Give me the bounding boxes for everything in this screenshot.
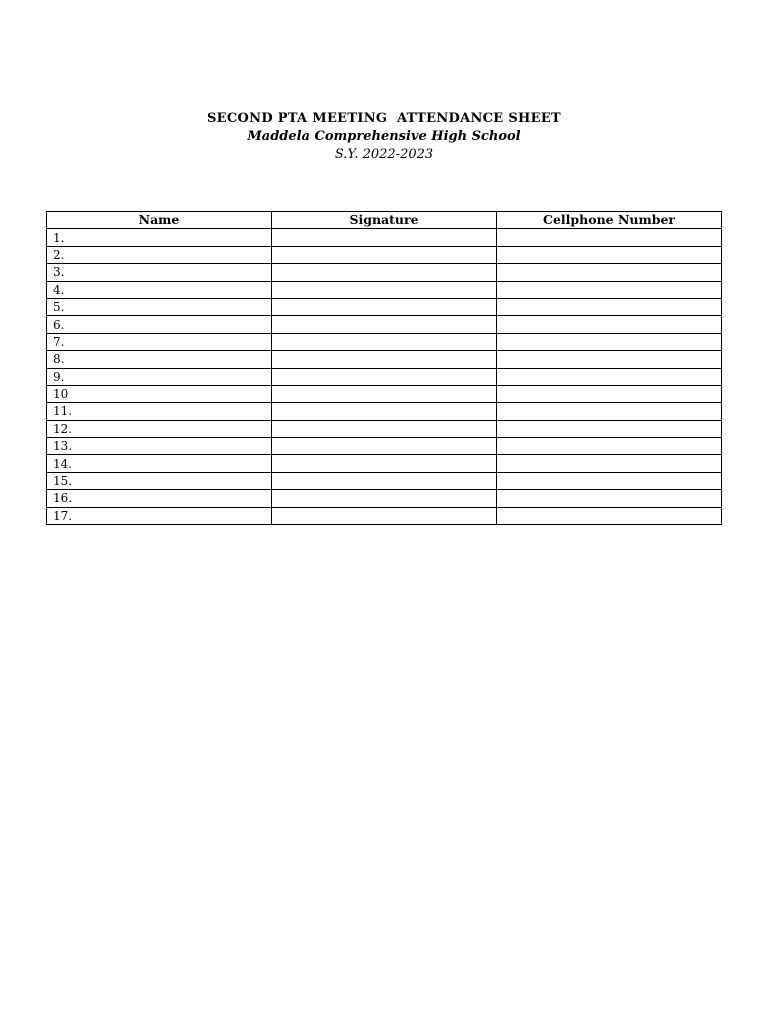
cellphone-cell[interactable] bbox=[497, 333, 722, 350]
name-cell[interactable]: 9. bbox=[47, 368, 272, 385]
cellphone-cell[interactable] bbox=[497, 281, 722, 298]
cellphone-cell[interactable] bbox=[497, 490, 722, 507]
name-cell[interactable]: 16. bbox=[47, 490, 272, 507]
name-cell[interactable]: 14. bbox=[47, 455, 272, 472]
document-header bbox=[0, 110, 768, 163]
table-row bbox=[47, 368, 722, 385]
signature-cell[interactable] bbox=[272, 246, 497, 263]
signature-cell[interactable] bbox=[272, 333, 497, 350]
signature-cell[interactable] bbox=[272, 403, 497, 420]
column-header-cellphone: Cellphone Number bbox=[497, 212, 722, 229]
cellphone-cell[interactable] bbox=[497, 507, 722, 524]
table-row bbox=[47, 472, 722, 489]
signature-cell[interactable] bbox=[272, 438, 497, 455]
cellphone-cell[interactable] bbox=[497, 264, 722, 281]
cellphone-cell[interactable] bbox=[497, 229, 722, 246]
name-cell[interactable]: 13. bbox=[47, 438, 272, 455]
table-row bbox=[47, 403, 722, 420]
table-row bbox=[47, 507, 722, 524]
table-row bbox=[47, 385, 722, 402]
name-cell[interactable]: 15. bbox=[47, 472, 272, 489]
table-row bbox=[47, 490, 722, 507]
table-row bbox=[47, 281, 722, 298]
table-row bbox=[47, 229, 722, 246]
signature-cell[interactable] bbox=[272, 298, 497, 315]
cellphone-cell[interactable] bbox=[497, 316, 722, 333]
name-cell[interactable]: 12. bbox=[47, 420, 272, 437]
table-row bbox=[47, 246, 722, 263]
cellphone-cell[interactable] bbox=[497, 351, 722, 368]
name-cell[interactable]: 7. bbox=[47, 333, 272, 350]
school-year: S.Y. 2022-2023 bbox=[334, 147, 434, 162]
cellphone-cell[interactable] bbox=[497, 298, 722, 315]
name-cell[interactable]: 4. bbox=[47, 281, 272, 298]
table-row bbox=[47, 455, 722, 472]
cellphone-cell[interactable] bbox=[497, 438, 722, 455]
name-cell[interactable]: 8. bbox=[47, 351, 272, 368]
attendance-table bbox=[46, 211, 722, 525]
signature-cell[interactable] bbox=[272, 385, 497, 402]
table-row bbox=[47, 316, 722, 333]
signature-cell[interactable] bbox=[272, 455, 497, 472]
cellphone-cell[interactable] bbox=[497, 472, 722, 489]
name-cell[interactable]: 17. bbox=[47, 507, 272, 524]
signature-cell[interactable] bbox=[272, 472, 497, 489]
signature-cell[interactable] bbox=[272, 351, 497, 368]
signature-cell[interactable] bbox=[272, 368, 497, 385]
name-cell[interactable]: 10 bbox=[47, 385, 272, 402]
cellphone-cell[interactable] bbox=[497, 246, 722, 263]
name-cell[interactable]: 1. bbox=[47, 229, 272, 246]
signature-cell[interactable] bbox=[272, 264, 497, 281]
cellphone-cell[interactable] bbox=[497, 403, 722, 420]
cellphone-cell[interactable] bbox=[497, 368, 722, 385]
column-header-name: Name bbox=[47, 212, 272, 229]
column-header-signature: Signature bbox=[272, 212, 497, 229]
cellphone-cell[interactable] bbox=[497, 420, 722, 437]
table-row bbox=[47, 438, 722, 455]
name-cell[interactable]: 11. bbox=[47, 403, 272, 420]
attendance-rows bbox=[47, 229, 722, 525]
table-row bbox=[47, 333, 722, 350]
name-cell[interactable]: 6. bbox=[47, 316, 272, 333]
table-row bbox=[47, 298, 722, 315]
school-name: Maddela Comprehensive High School bbox=[247, 129, 521, 144]
signature-cell[interactable] bbox=[272, 281, 497, 298]
signature-cell[interactable] bbox=[272, 316, 497, 333]
signature-cell[interactable] bbox=[272, 490, 497, 507]
table-row bbox=[47, 351, 722, 368]
signature-cell[interactable] bbox=[272, 420, 497, 437]
signature-cell[interactable] bbox=[272, 229, 497, 246]
name-cell[interactable]: 5. bbox=[47, 298, 272, 315]
name-cell[interactable]: 3. bbox=[47, 264, 272, 281]
table-header-row bbox=[47, 212, 722, 229]
cellphone-cell[interactable] bbox=[497, 455, 722, 472]
signature-cell[interactable] bbox=[272, 507, 497, 524]
table-row bbox=[47, 264, 722, 281]
table-row bbox=[47, 420, 722, 437]
document-title: SECOND PTA MEETING ATTENDANCE SHEET bbox=[206, 111, 562, 126]
name-cell[interactable]: 2. bbox=[47, 246, 272, 263]
cellphone-cell[interactable] bbox=[497, 385, 722, 402]
